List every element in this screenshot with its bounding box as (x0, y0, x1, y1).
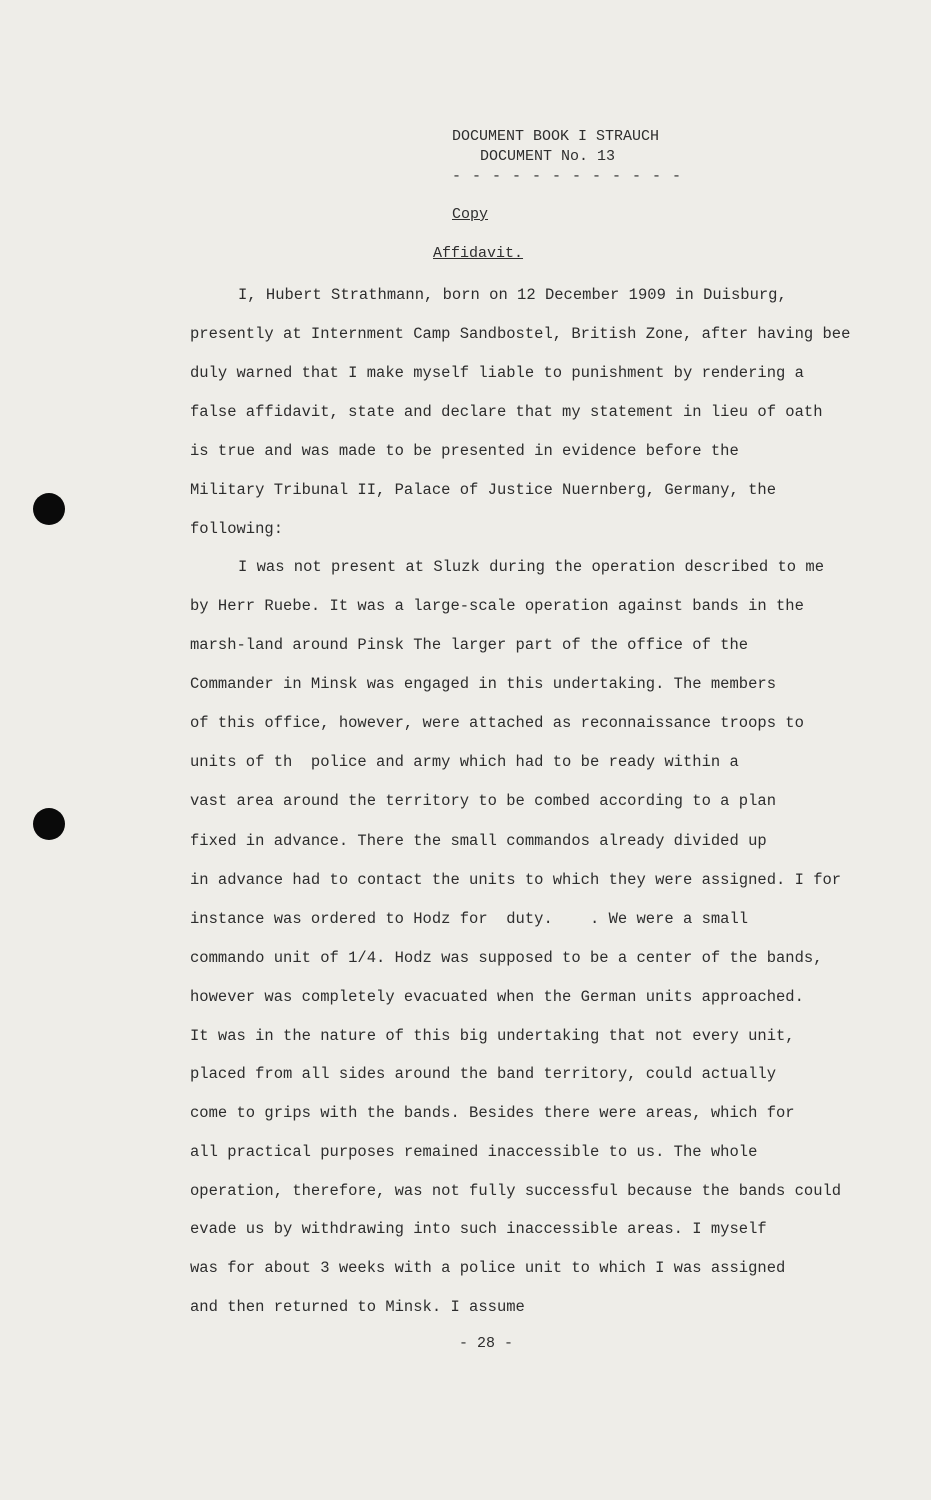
text-line: of this office, however, were attached as reconnaissance troops to (190, 714, 804, 732)
text-line: operation, therefore, was not fully successful because the bands could (190, 1182, 842, 1200)
text-line: all practical purposes remained inaccessible to us. The whole (190, 1143, 758, 1161)
text-line: in advance had to contact the units to which they were assigned. I for (190, 871, 842, 889)
text-line: false affidavit, state and declare that my statement in lieu of oath (190, 403, 823, 421)
text-line: marsh-land around Pinsk The larger part of the office of the (190, 636, 749, 654)
text-line: placed from all sides around the band territory, could actually (190, 1065, 776, 1083)
text-line: commando unit of 1/4. Hodz was supposed to be a center of the bands, (190, 949, 823, 967)
text-line: I was not present at Sluzk during the operation described to me (238, 558, 824, 576)
punch-hole-top (33, 493, 65, 525)
text-line: however was completely evacuated when the German units approached. (190, 988, 804, 1006)
affidavit-title: Affidavit. (433, 245, 524, 262)
text-line: units of th police and army which had to be ready within a (190, 753, 739, 771)
text-line: and then returned to Minsk. I assume (190, 1298, 525, 1316)
text-line: presently at Internment Camp Sandbostel, British Zone, after having bee (190, 325, 851, 343)
text-line: I, Hubert Strathmann, born on 12 December 1909 in Duisburg, (238, 286, 787, 304)
copy-label: Copy (452, 206, 489, 223)
text-line: vast area around the territory to be combed according to a plan (190, 792, 776, 810)
text-line: Military Tribunal II, Palace of Justice Nuernberg, Germany, the (190, 481, 776, 499)
punch-hole-bottom (33, 808, 65, 840)
text-line: following: (190, 520, 284, 538)
text-line: It was in the nature of this big undertaking that not every unit, (190, 1027, 795, 1045)
page-number: - 28 - (459, 1335, 514, 1352)
text-line: is true and was made to be presented in evidence before the (190, 442, 739, 460)
text-line: come to grips with the bands. Besides there were areas, which for (190, 1104, 795, 1122)
text-line: duly warned that I make myself liable to punishment by rendering a (190, 364, 804, 382)
header-separator: - - - - - - - - - - - - (452, 168, 683, 185)
text-line: Commander in Minsk was engaged in this undertaking. The members (190, 675, 776, 693)
text-line: was for about 3 weeks with a police unit to which I was assigned (190, 1259, 786, 1277)
text-line: fixed in advance. There the small commandos already divided up (190, 832, 767, 850)
text-line: evade us by withdrawing into such inaccessible areas. I myself (190, 1220, 767, 1238)
text-line: instance was ordered to Hodz for duty. . We were a small (190, 910, 749, 928)
document-number-heading: DOCUMENT No. 13 (480, 148, 616, 165)
document-book-heading: DOCUMENT BOOK I STRAUCH (452, 128, 660, 145)
text-line: by Herr Ruebe. It was a large-scale operation against bands in the (190, 597, 804, 615)
